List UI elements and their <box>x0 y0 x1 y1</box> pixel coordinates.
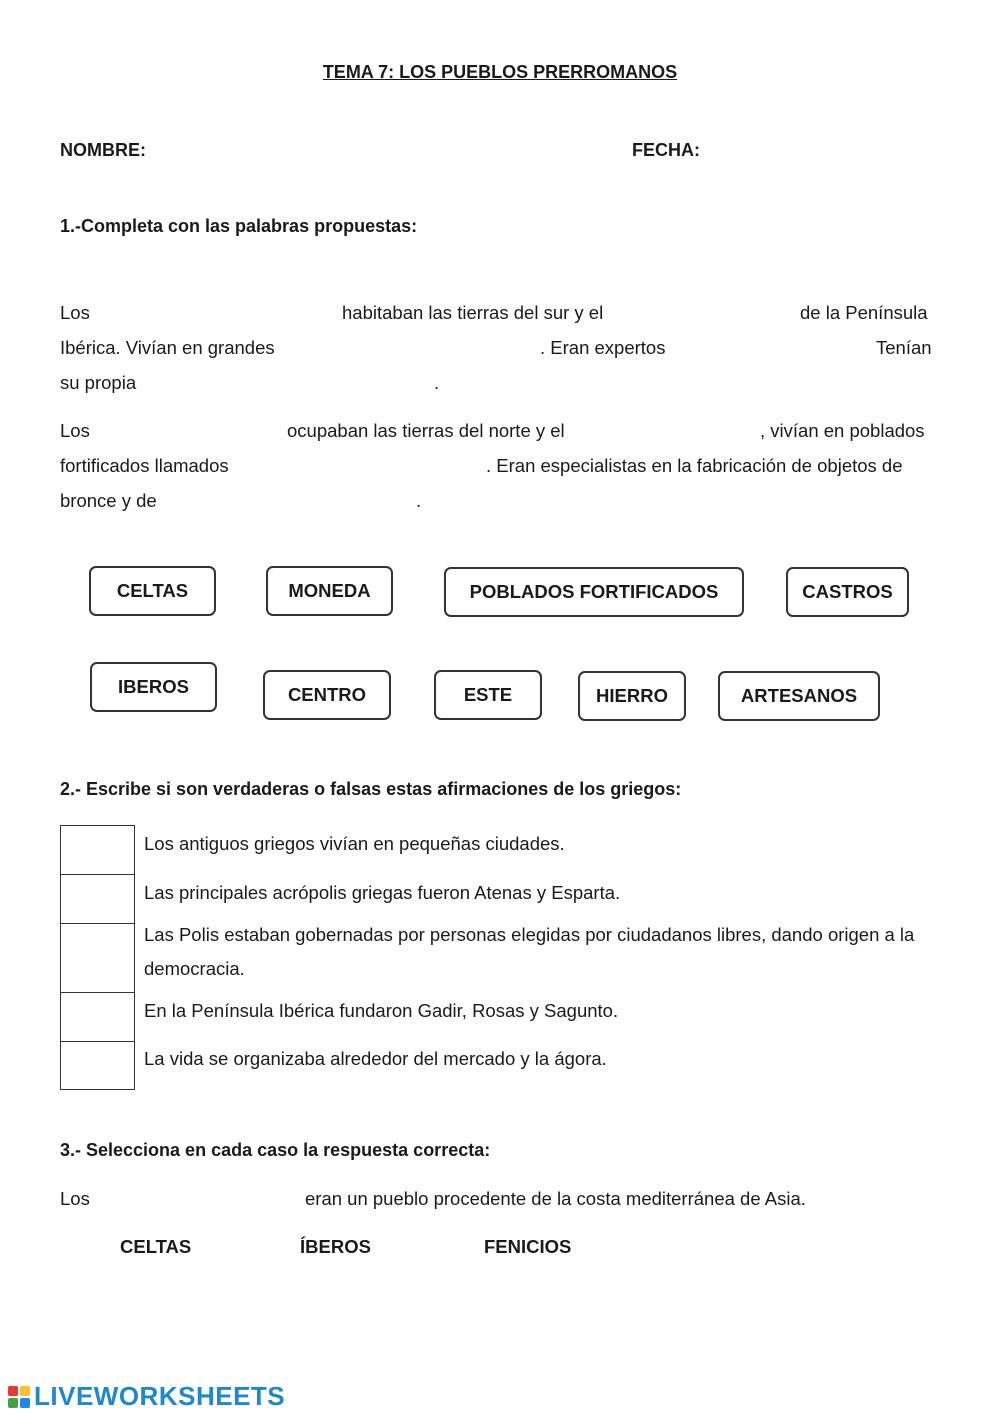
p2-text: . Eran especialistas en la fabricación de objetos de <box>486 455 903 476</box>
word-chip-celtas[interactable]: CELTAS <box>89 566 216 616</box>
blank-9[interactable] <box>172 489 416 513</box>
section3-sentence-end: eran un pueblo procedente de la costa mediterránea de Asia. <box>305 1188 806 1209</box>
answer-box[interactable] <box>60 825 135 875</box>
blank-5[interactable] <box>150 371 434 395</box>
section1-heading: 1.-Completa con las palabras propuestas: <box>60 216 418 236</box>
answer-box[interactable] <box>60 923 135 993</box>
blank-8[interactable] <box>250 454 484 478</box>
date-label: FECHA: <box>632 140 700 160</box>
blank-10[interactable] <box>100 1187 299 1211</box>
p1-text: Los <box>60 302 90 323</box>
word-chip-moneda[interactable]: MONEDA <box>266 566 393 616</box>
logo-square-icon <box>20 1386 30 1396</box>
option-fenicios[interactable]: FENICIOS <box>484 1236 572 1257</box>
section3-sentence-start: Los <box>60 1188 90 1209</box>
word-chip-centro[interactable]: CENTRO <box>263 670 391 720</box>
logo-grid-icon <box>8 1386 30 1408</box>
option-celtas[interactable]: CELTAS <box>120 1236 192 1257</box>
blank-7[interactable] <box>594 419 758 443</box>
p1-text: . Eran expertos <box>540 337 666 358</box>
p1-text: Tenían <box>876 337 932 358</box>
p1-text: habitaban las tierras del sur y el <box>342 302 604 323</box>
answer-box[interactable] <box>60 1041 135 1090</box>
section2-heading: 2.- Escribe si son verdaderas o falsas estas afirmaciones de los griegos: <box>60 779 682 799</box>
blank-2[interactable] <box>632 301 796 325</box>
word-chip-castros[interactable]: CASTROS <box>786 567 909 617</box>
word-chip-hierro[interactable]: HIERRO <box>578 671 686 721</box>
statement-text: Los antiguos griegos vivían en pequeñas ciudades. <box>144 833 565 854</box>
p2-text: fortificados llamados <box>60 455 229 476</box>
logo-square-icon <box>8 1398 18 1408</box>
word-chip-este[interactable]: ESTE <box>434 670 542 720</box>
logo-square-icon <box>8 1386 18 1396</box>
answer-box[interactable] <box>60 874 135 924</box>
date-input[interactable] <box>715 139 939 163</box>
statement-text: Las Polis estaban gobernadas por personas elegidas por ciudadanos libres, dando origen a la democracia. <box>144 924 915 979</box>
p1-text: Ibérica. Vivían en grandes <box>60 337 275 358</box>
logo-square-icon <box>20 1398 30 1408</box>
answer-box[interactable] <box>60 992 135 1042</box>
section3-heading: 3.- Selecciona en cada caso la respuesta correcta: <box>60 1140 491 1160</box>
blank-6[interactable] <box>100 419 284 443</box>
p1-text: su propia <box>60 372 137 393</box>
worksheet-title: TEMA 7: LOS PUEBLOS PRERROMANOS <box>322 62 678 82</box>
word-chip-artesanos[interactable]: ARTESANOS <box>718 671 880 721</box>
logo-text: LIVEWORKSHEETS <box>34 1381 286 1411</box>
word-chip-poblados-fortificados[interactable]: POBLADOS FORTIFICADOS <box>444 567 744 617</box>
p1-text: de la Península <box>800 302 928 323</box>
blank-1[interactable] <box>100 301 339 325</box>
statement-text: Las principales acrópolis griegas fueron Atenas y Esparta. <box>144 882 621 903</box>
name-input[interactable] <box>165 139 609 163</box>
blank-4[interactable] <box>682 336 871 360</box>
p2-text: ocupaban las tierras del norte y el <box>287 420 565 441</box>
liveworksheets-logo[interactable] <box>8 1381 285 1412</box>
statement-text: En la Península Ibérica fundaron Gadir, Rosas y Sagunto. <box>144 1000 619 1021</box>
word-chip-iberos[interactable]: IBEROS <box>90 662 217 712</box>
p2-text: . <box>416 490 422 511</box>
p1-text: . <box>434 372 440 393</box>
name-label: NOMBRE: <box>60 140 146 160</box>
p2-text: , vivían en poblados <box>760 420 925 441</box>
p2-text: bronce y de <box>60 490 157 511</box>
option-iberos[interactable]: ÍBEROS <box>300 1236 371 1257</box>
blank-3[interactable] <box>300 336 539 360</box>
statement-text: La vida se organizaba alrededor del mercado y la ágora. <box>144 1048 607 1069</box>
p2-text: Los <box>60 420 90 441</box>
